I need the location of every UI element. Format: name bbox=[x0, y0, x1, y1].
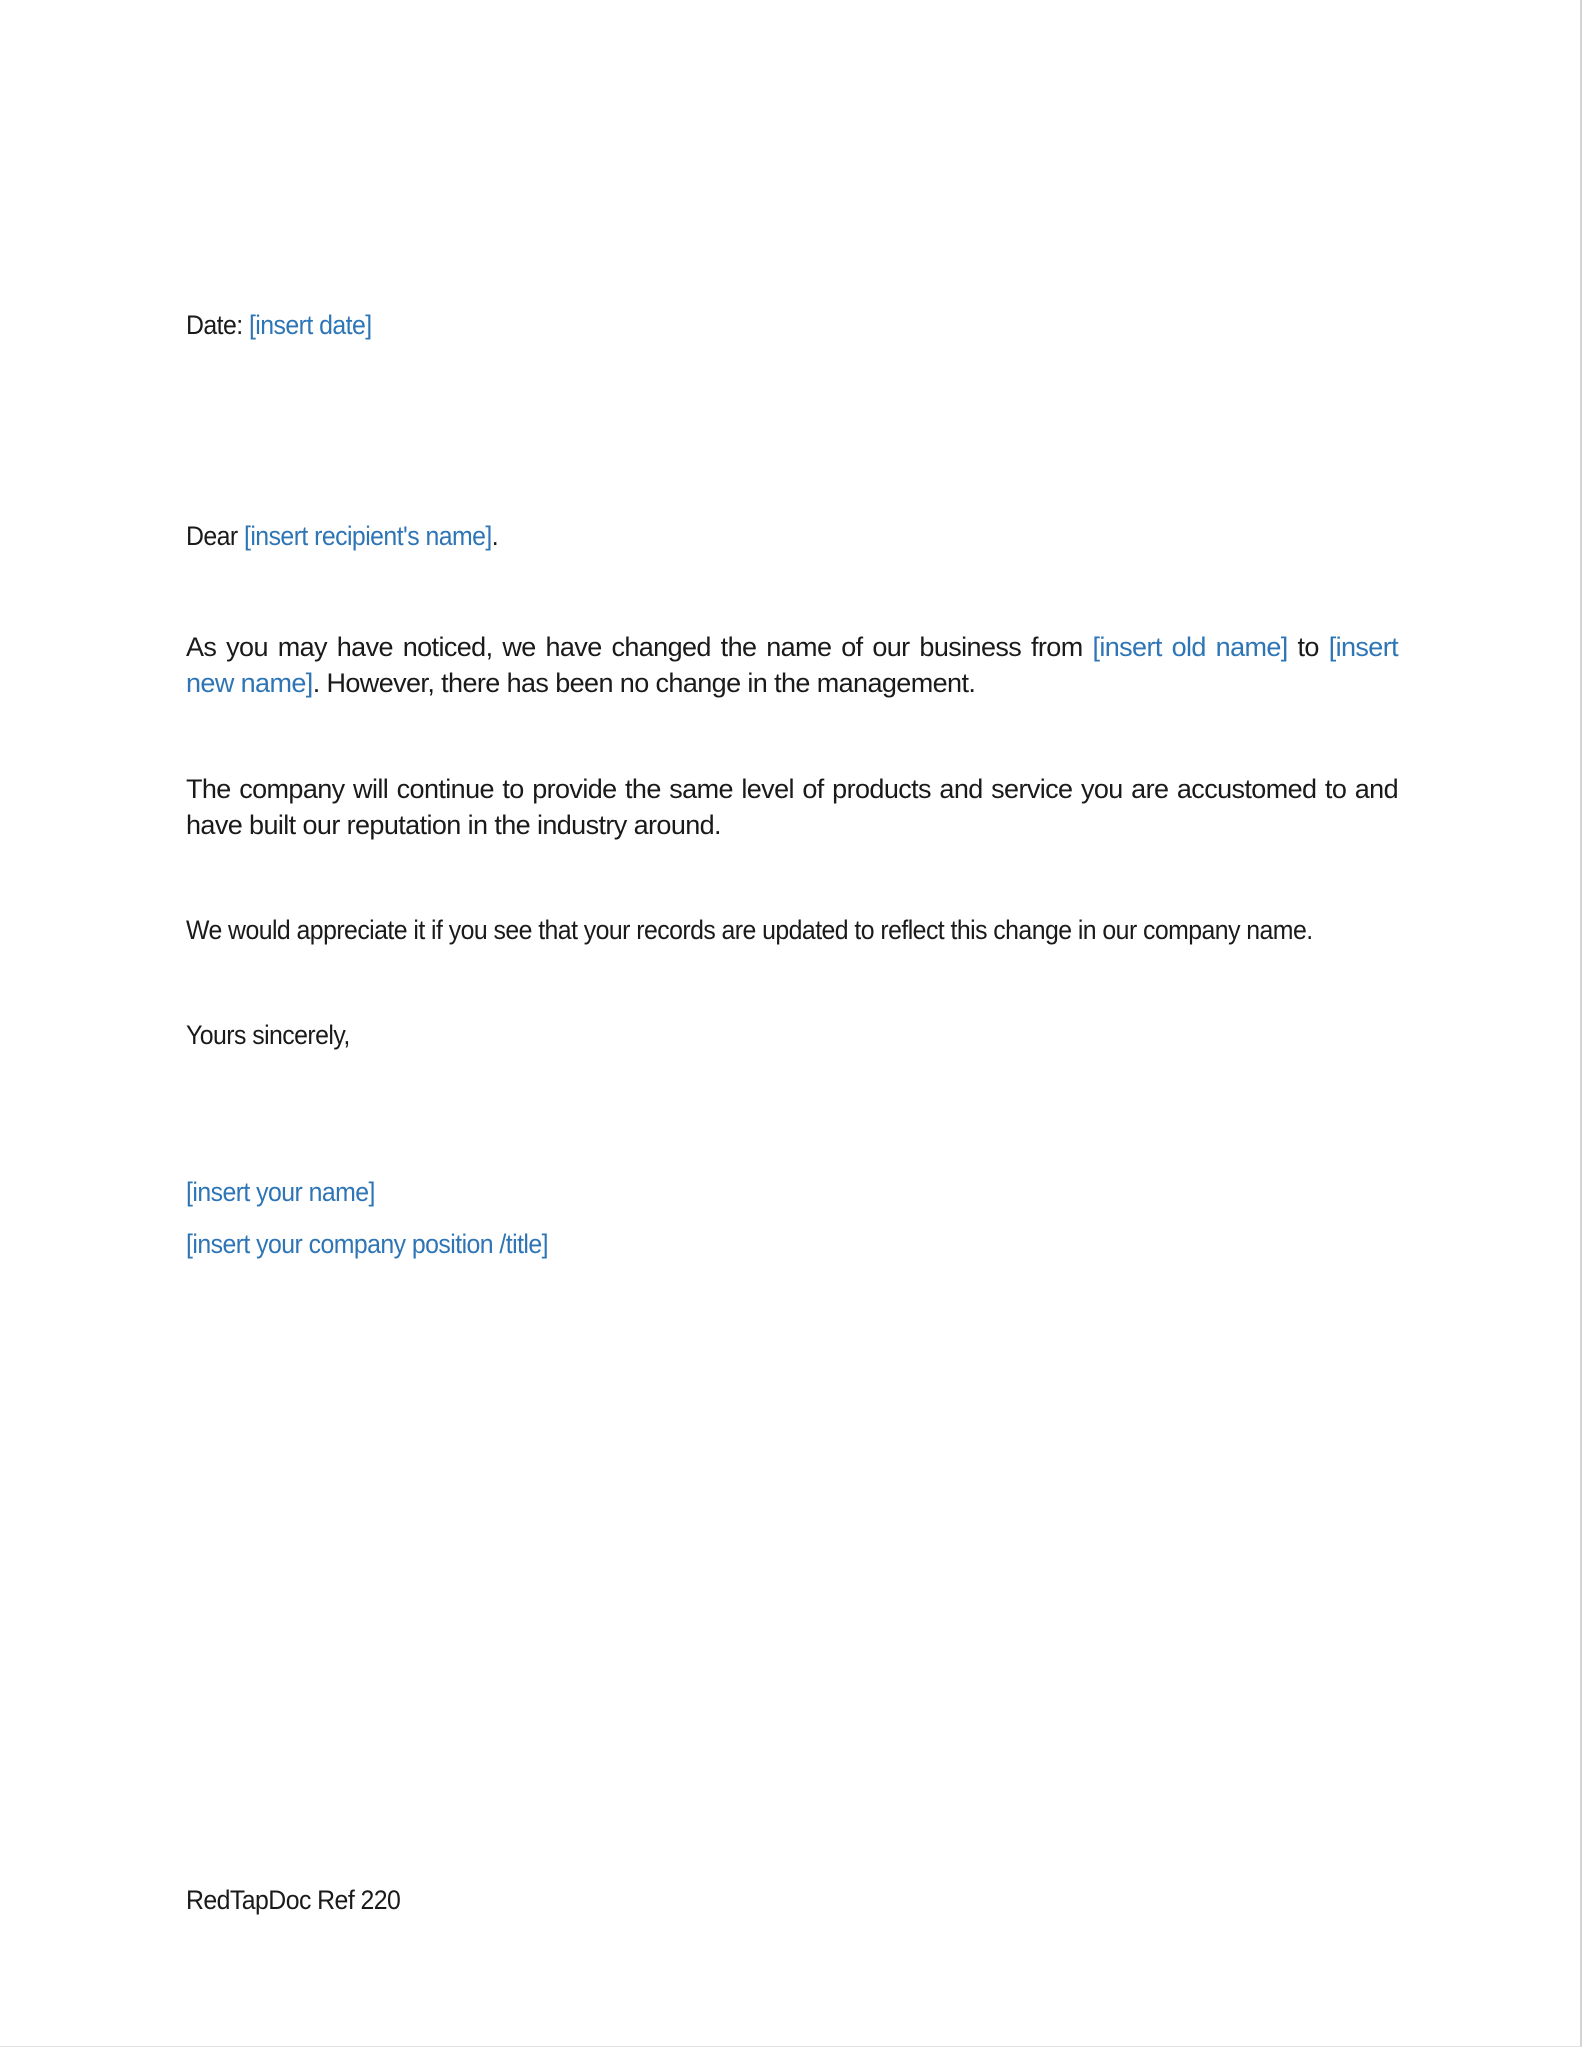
recipient-placeholder: [insert recipient's name] bbox=[243, 521, 492, 551]
date-label: Date: bbox=[186, 310, 249, 340]
footer-reference: RedTapDoc Ref 220 bbox=[186, 1885, 401, 1915]
salutation-suffix: . bbox=[491, 521, 499, 551]
date-placeholder: [insert date] bbox=[248, 310, 372, 340]
old-name-placeholder: [insert old name] bbox=[1092, 632, 1288, 662]
paragraph-records-update: We would appreciate it if you see that your records are updated to reflect this change in our company name. bbox=[186, 915, 1313, 945]
new-name-placeholder: [insert new name] bbox=[186, 632, 1399, 698]
signature-name-placeholder: [insert your name] bbox=[186, 1177, 375, 1207]
date-line bbox=[186, 307, 372, 343]
paragraph1-text1: As you may have noticed, we have changed the name of our business from bbox=[186, 632, 1093, 662]
paragraph1-text3: . However, there has been no change in the management. bbox=[312, 668, 976, 698]
paragraph1-text2: to bbox=[1287, 632, 1329, 662]
signature-position-placeholder: [insert your company position /title] bbox=[186, 1229, 549, 1259]
paragraph-name-change bbox=[186, 629, 1398, 701]
paragraph-continuity: The company will continue to provide the same level of products and service you are accustomed to and have built our reputation in the industry around. bbox=[186, 774, 1398, 840]
closing-line: Yours sincerely, bbox=[186, 1020, 350, 1050]
salutation-prefix: Dear bbox=[186, 521, 244, 551]
salutation-line bbox=[186, 518, 498, 554]
